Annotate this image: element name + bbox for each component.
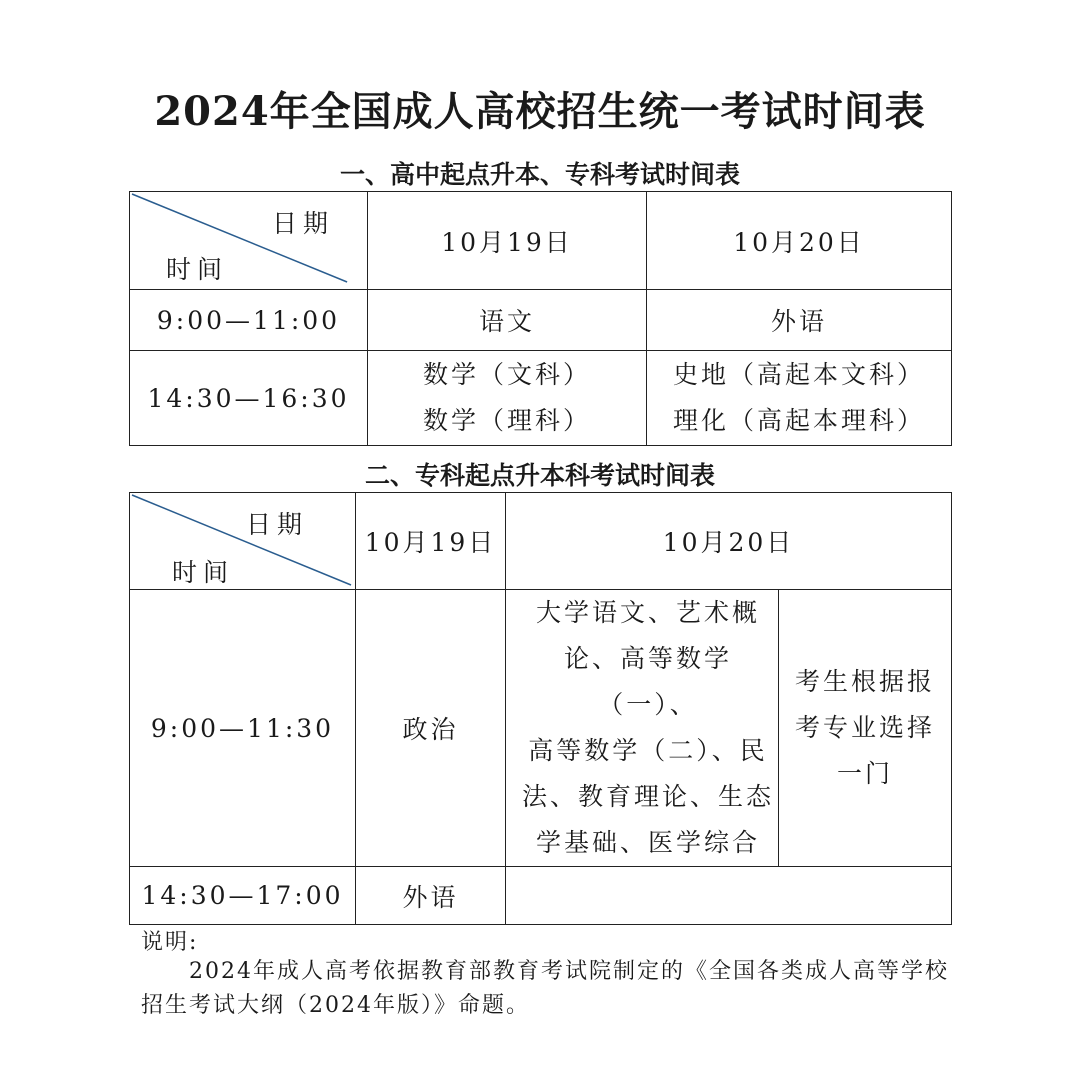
exam-subject-cell xyxy=(368,351,647,446)
exam-subject: 语文 xyxy=(368,290,647,351)
schedule-table-1 xyxy=(129,191,952,446)
exam-subject: 外语 xyxy=(647,290,952,351)
exam-note-cell xyxy=(779,590,952,867)
time-slot: 14:30—17:00 xyxy=(130,867,356,925)
date-header-day2: 10月20日 xyxy=(647,192,952,290)
time-label: 时间 xyxy=(166,255,229,284)
exam-subject-line: 学基础、医学综合 xyxy=(535,828,760,857)
exam-note-line: 考专业选择 xyxy=(794,713,935,742)
exam-note-line: 考生根据报 xyxy=(794,667,935,696)
date-label: 日期 xyxy=(272,209,335,238)
schedule-table-2 xyxy=(129,492,952,925)
date-label: 日期 xyxy=(246,510,309,539)
exam-note-line: 一门 xyxy=(836,759,893,788)
page-title: 2024年全国成人高校招生统一考试时间表 xyxy=(154,88,926,135)
exam-subject: 数学（文科） xyxy=(422,360,591,389)
time-slot: 9:00—11:30 xyxy=(130,590,356,867)
date-header-day2: 10月20日 xyxy=(506,493,952,590)
empty-cell xyxy=(506,867,952,925)
exam-subject: 理化（高起本理科） xyxy=(672,406,925,435)
exam-subject: 外语 xyxy=(356,867,506,925)
date-header-day1: 10月19日 xyxy=(356,493,506,590)
date-header-day1: 10月19日 xyxy=(368,192,647,290)
header-diagonal-cell xyxy=(130,493,356,590)
exam-subject-cell xyxy=(506,590,779,867)
exam-subject-line: 论、高等数学（一）、 xyxy=(563,644,732,719)
diagonal-line xyxy=(130,493,355,589)
exam-subject: 政治 xyxy=(356,590,506,867)
header-diagonal-cell xyxy=(130,192,368,290)
exam-subject: 史地（高起本文科） xyxy=(672,360,925,389)
time-label: 时间 xyxy=(172,558,235,587)
exam-subject-cell xyxy=(647,351,952,446)
exam-subject-line: 大学语文、艺术概 xyxy=(535,598,760,627)
time-slot: 14:30—16:30 xyxy=(130,351,368,446)
exam-subject-line: 高等数学（二）、民 xyxy=(528,736,768,765)
section1-heading: 一、高中起点升本、专科考试时间表 xyxy=(339,160,740,189)
note-text: 2024年成人高考依据教育部教育考试院制定的《全国各类成人高等学校招生考试大纲（2024年版）》命题。 xyxy=(141,959,949,1018)
exam-subject: 数学（理科） xyxy=(422,406,591,435)
section2-heading: 二、专科起点升本科考试时间表 xyxy=(364,461,715,490)
time-slot: 9:00—11:00 xyxy=(130,290,368,351)
note-label: 说明: xyxy=(141,930,199,955)
exam-subject-line: 法、教育理论、生态 xyxy=(521,782,774,811)
